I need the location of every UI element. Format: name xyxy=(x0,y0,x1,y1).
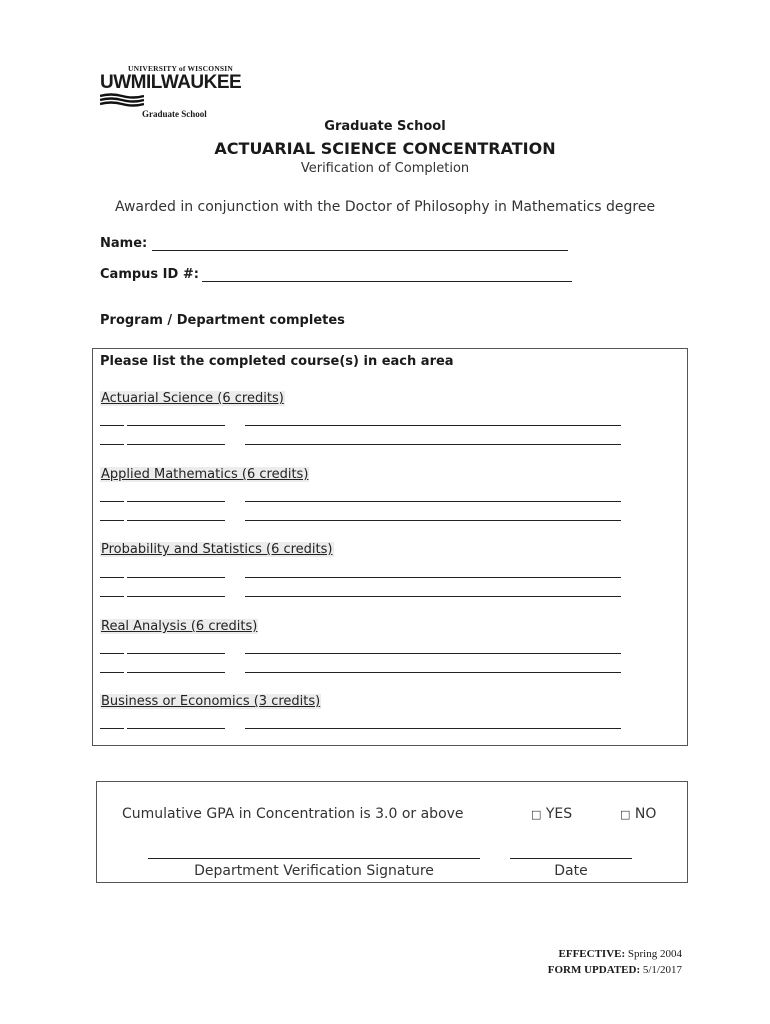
course-credit-field[interactable] xyxy=(100,577,124,578)
course-credit-field[interactable] xyxy=(100,672,124,673)
course-title-field[interactable] xyxy=(245,520,621,521)
course-number-field[interactable] xyxy=(127,425,225,426)
area-applied-mathematics: Applied Mathematics (6 credits) xyxy=(101,467,309,482)
course-credit-field[interactable] xyxy=(100,501,124,502)
course-credit-field[interactable] xyxy=(100,653,124,654)
logo-wave-icon xyxy=(100,93,144,107)
course-credit-field[interactable] xyxy=(100,425,124,426)
name-field[interactable] xyxy=(152,250,568,251)
yes-checkbox-icon[interactable]: □ xyxy=(531,808,542,821)
course-title-field[interactable] xyxy=(245,444,621,445)
effective-value: Spring 2004 xyxy=(627,948,682,960)
course-number-field[interactable] xyxy=(127,520,225,521)
campus-id-field[interactable] xyxy=(202,281,572,282)
date-label: Date xyxy=(554,863,588,879)
course-title-field[interactable] xyxy=(245,425,621,426)
updated-label: FORM UPDATED: xyxy=(547,964,641,976)
award-note: Awarded in conjunction with the Doctor of Philosophy in Mathematics degree xyxy=(114,199,656,215)
course-title-field[interactable] xyxy=(245,728,621,729)
form-subtitle: Verification of Completion xyxy=(300,161,470,176)
no-label: NO xyxy=(634,806,657,822)
logo-university-line: UNIVERSITY of WISCONSIN xyxy=(128,64,234,73)
verification-box xyxy=(96,781,688,883)
course-number-field[interactable] xyxy=(127,596,225,597)
course-title-field[interactable] xyxy=(245,653,621,654)
campus-id-label: Campus ID #: xyxy=(100,267,199,282)
area-actuarial-science: Actuarial Science (6 credits) xyxy=(101,391,284,406)
course-number-field[interactable] xyxy=(127,501,225,502)
logo-main-text: UWMILWAUKEE xyxy=(100,72,242,93)
program-heading: Program / Department completes xyxy=(100,313,345,328)
effective-line xyxy=(559,948,682,960)
signature-field[interactable] xyxy=(148,858,480,859)
updated-line xyxy=(548,964,682,976)
logo-sub-text: Graduate School xyxy=(142,109,207,119)
area-real-analysis: Real Analysis (6 credits) xyxy=(101,619,258,634)
course-title-field[interactable] xyxy=(245,596,621,597)
course-credit-field[interactable] xyxy=(100,596,124,597)
form-title: ACTUARIAL SCIENCE CONCENTRATION xyxy=(214,139,556,158)
course-credit-field[interactable] xyxy=(100,728,124,729)
effective-label: EFFECTIVE: xyxy=(558,948,626,960)
course-number-field[interactable] xyxy=(127,653,225,654)
course-number-field[interactable] xyxy=(127,577,225,578)
course-number-field[interactable] xyxy=(127,728,225,729)
uwm-logo xyxy=(100,60,250,124)
school-name: Graduate School xyxy=(324,119,446,134)
signature-label: Department Verification Signature xyxy=(194,863,434,879)
course-credit-field[interactable] xyxy=(100,444,124,445)
yes-label: YES xyxy=(545,806,573,822)
course-list-box xyxy=(92,348,688,746)
course-title-field[interactable] xyxy=(245,577,621,578)
area-business-economics: Business or Economics (3 credits) xyxy=(101,694,321,709)
gpa-statement: Cumulative GPA in Concentration is 3.0 or above xyxy=(122,806,464,822)
area-probability-statistics: Probability and Statistics (6 credits) xyxy=(101,542,333,557)
course-title-field[interactable] xyxy=(245,501,621,502)
course-list-heading: Please list the completed course(s) in each area xyxy=(100,354,454,369)
course-title-field[interactable] xyxy=(245,672,621,673)
course-credit-field[interactable] xyxy=(100,520,124,521)
course-number-field[interactable] xyxy=(127,672,225,673)
updated-value: 5/1/2017 xyxy=(642,964,682,976)
no-checkbox-icon[interactable]: □ xyxy=(620,808,631,821)
course-number-field[interactable] xyxy=(127,444,225,445)
yes-option[interactable] xyxy=(531,806,572,822)
date-field[interactable] xyxy=(510,858,632,859)
name-label: Name: xyxy=(100,236,148,251)
no-option[interactable] xyxy=(620,806,656,822)
